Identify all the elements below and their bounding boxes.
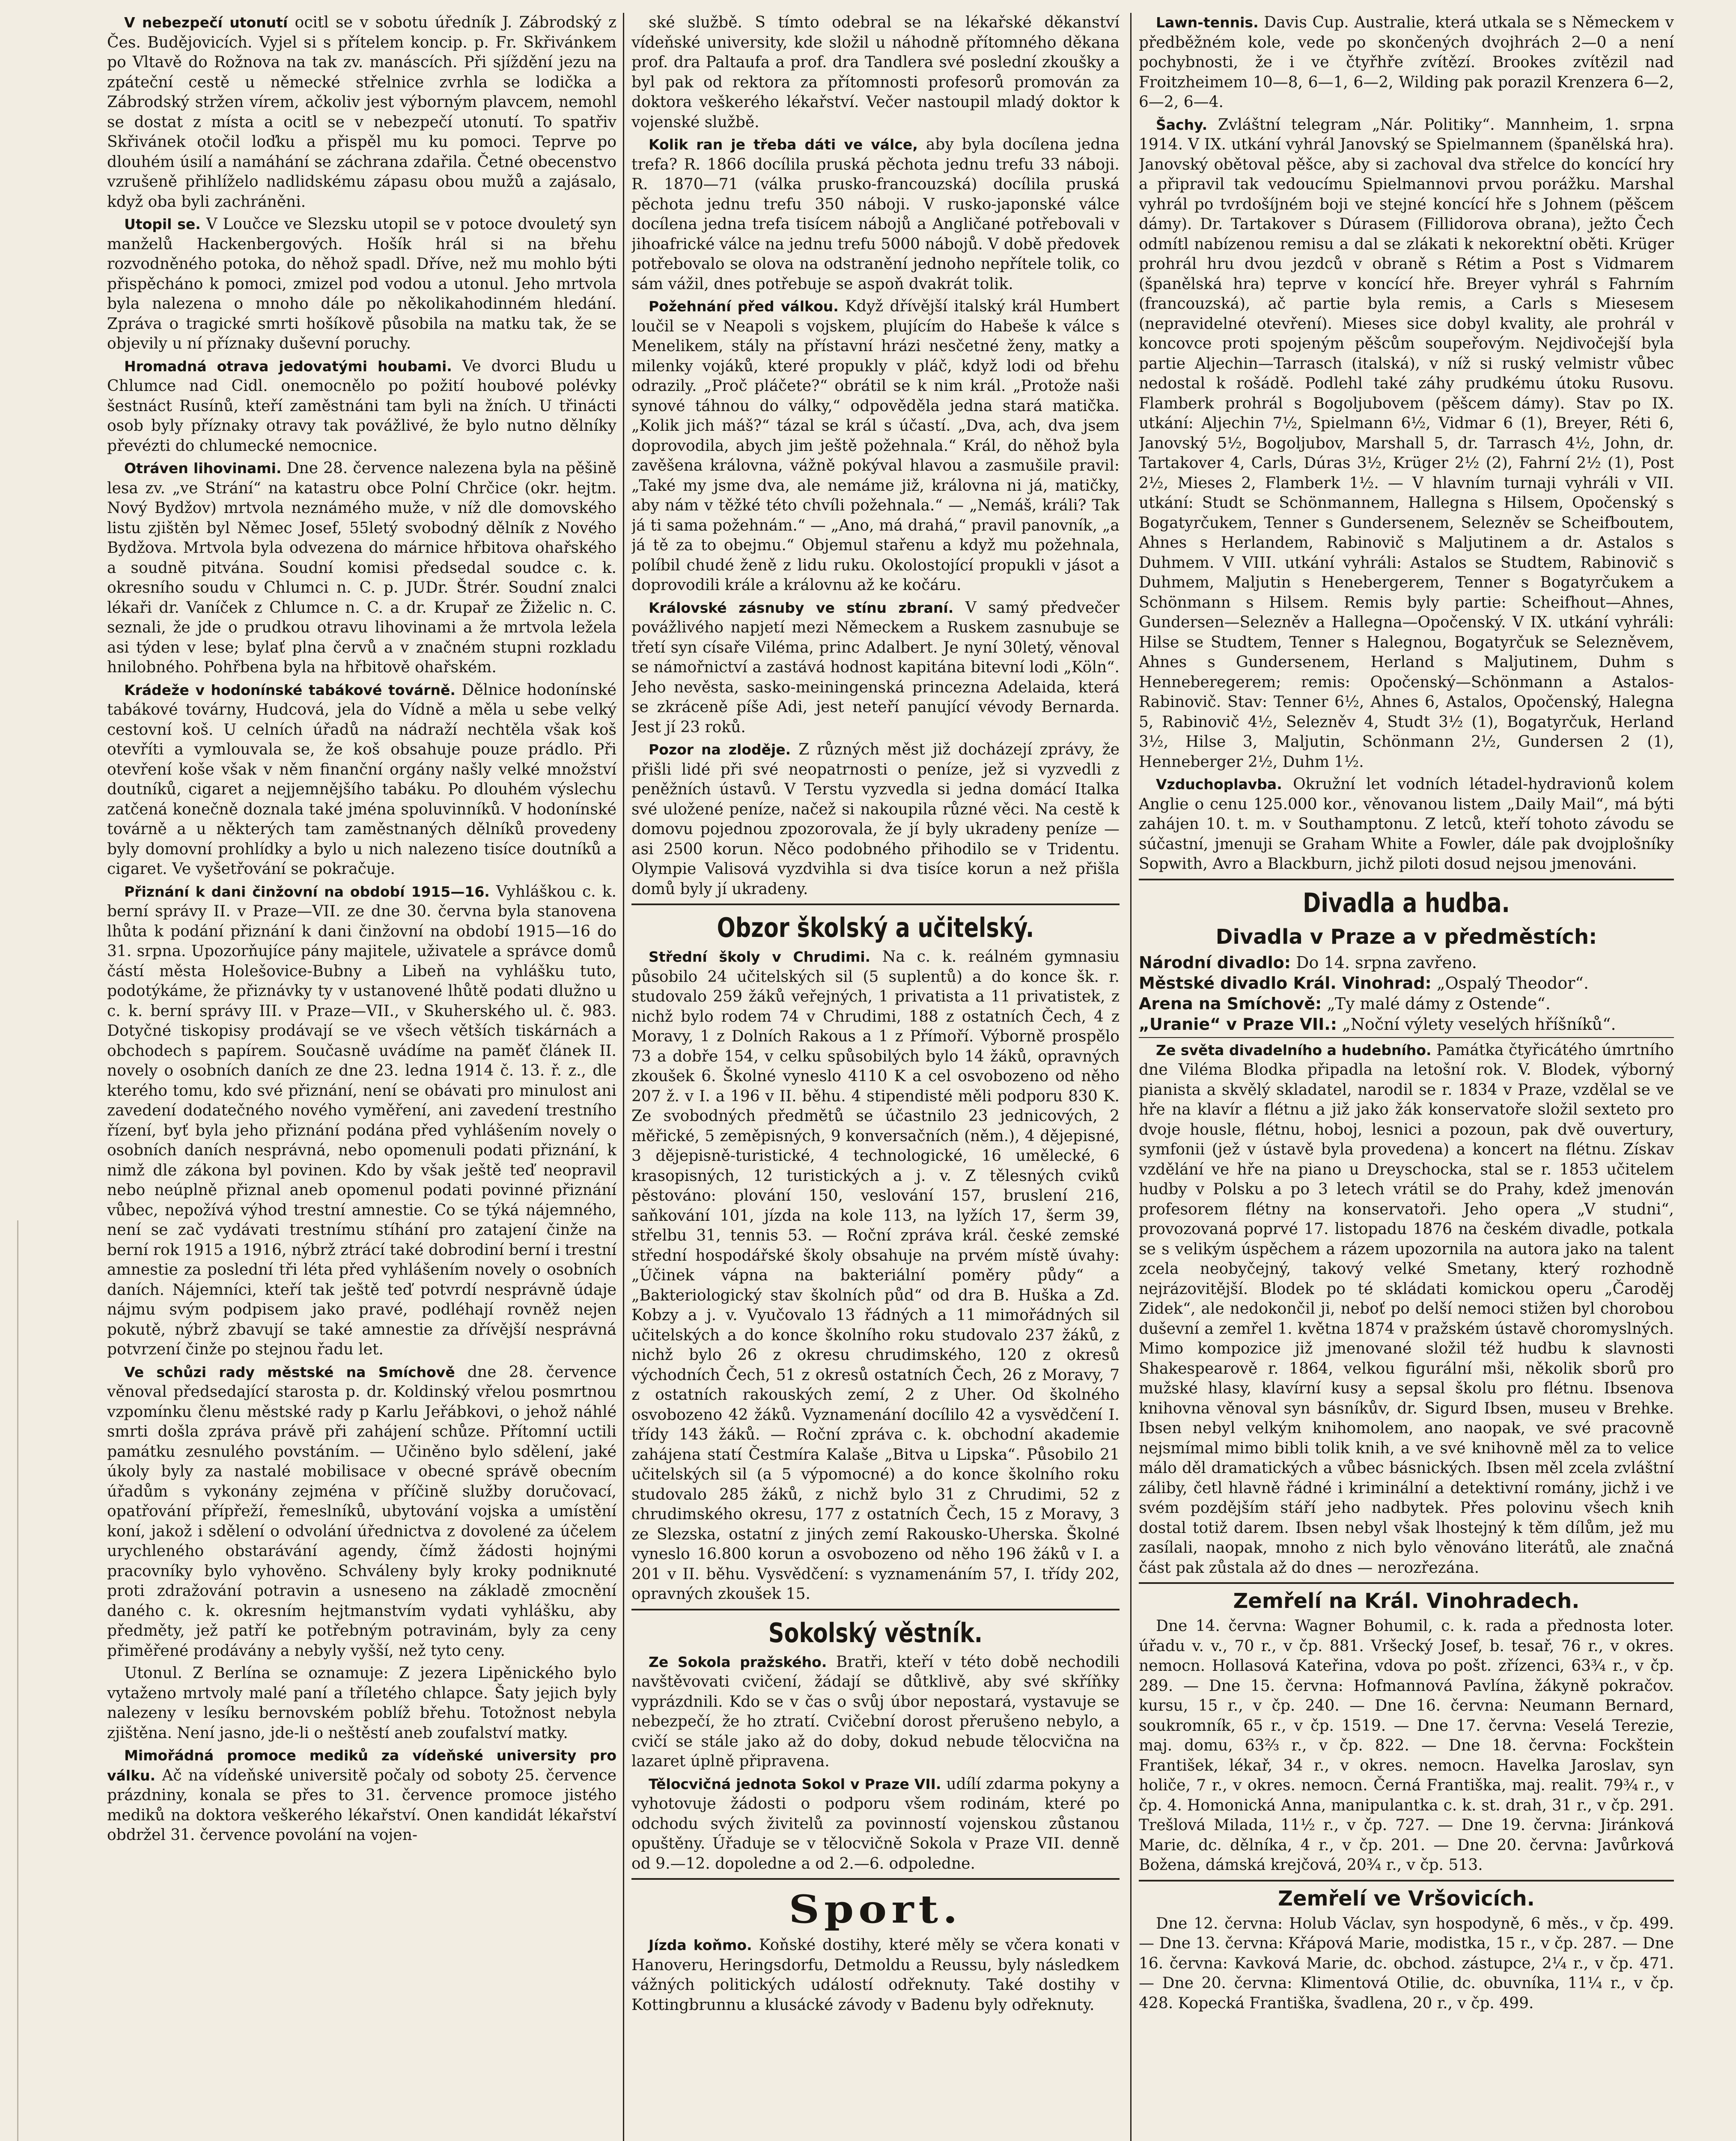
news-item-text: Koňské dostihy, které měly se včera konati v Hanoveru, Heringsdorfu, Detmoldu a Reussu, byly následkem vážných politických událostí odřeknuty. Také dostihy v Kottingbrunnu a klusácké závody v Badenu byly odřeknuty.	[631, 1936, 1120, 2014]
theatre-play: Do 14. srpna zavřeno.	[1296, 953, 1477, 972]
theatre-listings	[1139, 952, 1674, 1035]
news-item-head: Lawn-tennis.	[1156, 14, 1259, 31]
theatre-listing	[1139, 973, 1674, 993]
news-item-text: Dělnice hodonínské tabákové továrny, Hudcová, jela do Vídně a měla u sebe velký cestovní koš. U celních úřadů na nádraží nechtěla však koš otevříti a vymlouvala se, že koš obsahuje pouze prádlo. Při otevření koše však v něm finanční orgány našly velké množství doutníků, cigaret a nejjemnějšího tabáku. Po dlouhém výslechu zatčená konečně doznala také jména spoluvinníků. V hodonínské továrně a u některých tam zaměstnaných dělníků provedeny byly domovní prohlídky a bylo u nich nalezeno tisíce doutníků a cigaret. Ve vyšetřování se pokračuje.	[107, 681, 616, 878]
news-item-text: Z různých měst již docházejí zprávy, že přišli lidé při své neopatrnosti o peníze, jež si vyzvedli z peněžních ústavů. V Terstu vyzvedla si jedna domácí Italka své uložené peníze, načež si nakoupila různé věci. Na cestě k domovu pojednou zpozorovala, že jí byly ukradeny peníze — asi 2500 korun. Něco podobného přihodilo se v Tridentu. Olympie Valisová vyzdvihla si dva tisíce korun a než přišla domů byly jí ukradeny.	[631, 741, 1120, 898]
music-article-text: Památka čtyřicátého úmrtního dne Viléma Blodka připadla na letošní rok. V. Blodek, výborný pianista a skvělý skladatel, narodil se r. 1834 v Praze, vzdělal se ve hře na klavír a flétnu a již jako žák konservatoře složil sexteto pro dvoje housle, flétnu, hoboj, lesnici a pozoun, pak dvě ouvertury, symfonii (jež v ústavě byla provedena) a koncert na flétnu. Získav vzdělání ve hře na piano u Dreyschocka, stal se r. 1853 učitelem hudby v Polsku a po 3 letech vrátil se do Prahy, kdež jmenován profesorem flétny na konservatoři. Jeho opera „V studni“, provozovaná poprvé 17. listopadu 1876 na českém divadle, potkala se s velikým úspěchem a rázem upozornila na autora jako na talent zcela neobyčejný, takový velké Smetany, který rozhodně nejrázovitější. Blodek po té skládati komickou operu „Čaroděj Zidek“, ale nedokončil ji, neboť po delší nemoci stižen byl chorobou duševní a zemřel 1. května 1874 v pražském ústavě choromyslných. Mimo kompozice již jmenované složil též hudbu k slavnosti Shakespearově r. 1864, velkou figurální mši, několik sborů pro mužské hlasy, klavírní kusy a sepsal školu pro flétnu. Ibsenova knihovna věnoval syn básníkův, dr. Sigurd Ibsen, museu v Brehke. Ibsen nebyl velkým knihomolem, ano naopak, ve své pracovně nejsmímal mimo bibli tolik knih, a ve své knihovně měl za to velice málo děl dramatických a vůbec básnických. Ibsen měl zcela zvláštní záliby, četl hlavně řádné i kriminální a detektivní romány, jichž i ve svém pozdějším stáří jeho nadbytek. Přes polovinu všech knih dostal totiž darem. Ibsen nebyl však lhostejný k těm dílům, jež mu zasílali, naopak, mnoho z nich bylo věnováno literátů, ale značná část pak zůstala až do dnes — nerozřezána.	[1139, 1041, 1674, 1577]
sokol-section-title: Sokolský věstník.	[768, 1617, 983, 1649]
news-item-head: Utopil se.	[124, 216, 201, 233]
sport-section-items	[631, 1935, 1120, 2015]
section-rule	[1139, 1037, 1674, 1038]
news-item	[107, 882, 616, 1360]
theatre-play: „Ospalý Theodor“.	[1436, 973, 1589, 993]
news-item-head: Hromadná otrava jedovatými houbami.	[124, 358, 452, 375]
news-item-head: Přiznání k dani činžovní na období 1915—16.	[124, 883, 490, 900]
news-item	[631, 598, 1120, 738]
news-item-head: Jízda koňmo.	[649, 1937, 752, 1953]
news-item	[1139, 775, 1674, 874]
music-article-head: Ze světa divadelního a hudebního.	[1156, 1041, 1432, 1059]
news-item	[631, 135, 1120, 294]
news-item	[631, 740, 1120, 899]
news-item-text: Zvláštní telegram „Nár. Politiky“. Mannheim, 1. srpna 1914. V IX. utkání vyhrál Janovský se Spielmannem (španělská hra). Janovský obětoval pěšce, aby si zachoval dva střelce do koncící hry a připravil tak vedoucímu Spielmannovi prvou porážku. Marshal vyhrál po tvrdošíjném boji ve stejné koncící hře s Johnem (pěšcem dámy). Dr. Tartakover s Dúrasem (Fillidorova obrana), ježto Čech odmítl nabízenou remisu a dal se zlákati k nekorektní oběti. Krüger prohrál hru dvou jezdců v obraně s Rétim a Post s Vidmarem (španělská hra) teprve v koncící hře. Breyer vyhrál s Fahrním (francouzská), ač partie byla remis, a Carls s Miesesem (nepravidelné otevření). Mieses sice dobyl kvality, ale prohrál v koncovce proti spojeným pěšcům soupeřovým. Nejdivočejší byla partie Aljechin—Tarrasch (italská), v níž si ruský velmistr vůbec nedostal k rošádě. Podlehl také záhy prudkému útoku Rusovu. Flamberk prohrál s Bogoljubovem (pěšcem dámy). Stav po IX. utkání: Aljechin 7½, Spielmann 6½, Vidmar 6 (1), Breyer, Réti 6, Janovský 5½, Bogoljubov, Marshall 5, dr. Tarrasch 4½, John, dr. Tartakover 4, Carls, Dúras 3½, Krüger 2½ (2), Fahrní 2½ (1), Post 2½, Mieses 2, Flamberk 1½. — V hlavním turnaji vyhráli v VII. utkání: Studt se Schönmannem, Hallegna s Hilsem, Opočenský s Bogatyrčukem, Tenner s Gundersenem, Selezněv se Scheifboutem, Ahnes s Herlandem, Rabinovič s Maljutinem a dr. Astalos s Duhmem. V VIII. utkání vyhráli: Astalos se Studtem, Rabinovič s Duhmem, Maljutin s Henebergerem, Tenner s Bogatyrčukem a Schönmann s Hilsem. Remis byly partie: Scheifhout—Ahnes, Gundersen—Selezněv a Hallegna—Opočenský. V IX. utkání vyhráli: Hilse se Studtem, Tenner s Halegnou, Bogatyrčuk se Selezněvem, Ahnes s Gundersenem, Herland s Maljutinem, Duhm s Henneberegerem; remis: Opočenský—Schönmann a Astalos-Rabinovič. Stav: Tenner 6½, Ahnes 6, Astalos, Opočenský, Halegna 5, Rabinovič 4½, Selezněv 4, Studt 3½ (1), Bogatyrčuk, Herland 3½, Hilse 3, Maljutin, Schönmann 2½, Gundersen 2 (1), Henneberger 2½, Duhm 1½.	[1139, 116, 1674, 771]
news-item-text: Davis Cup. Australie, která utkala se s Německem v předběžném kole, vede po skončených dvojhrách 2—0 a není pochybnosti, že i ve čtyřhře zvítězí. Brookes zvítězil nad Froitzheimem 10—8, 6—1, 6—2, Wilding pak porazil Krenzera 6—2, 6—2, 6—4.	[1139, 14, 1674, 111]
sport-section-title: Sport.	[789, 1887, 962, 1932]
news-item-text: Okružní let vodních létadel-hydravionů kolem Anglie o cenu 125.000 kor., věnovanou listem „Daily Mail“, má býti zahájen 10. t. m. v Southamptonu. Z letců, kteří tohoto závodu se súčastní, jmenuji se Graham White a Fowler, dále pak dvojplošníky Sopwith, Avro a Blackburn, jichž piloti dosud nejsou jmenováni.	[1139, 775, 1674, 873]
school-section-title: Obzor školský a učitelský.	[717, 912, 1034, 943]
news-item	[107, 1664, 616, 1743]
theatre-venue: Arena na Smíchově:	[1139, 994, 1322, 1013]
news-item	[631, 947, 1120, 1604]
theatre-listing	[1139, 1014, 1674, 1035]
section-rule	[1139, 1582, 1674, 1584]
column-rule-1	[623, 13, 624, 2141]
theatre-listing	[1139, 952, 1674, 973]
column-rule-2	[1130, 13, 1132, 2141]
news-item-head: Kolik ran je třeba dáti ve válce,	[649, 136, 918, 153]
section-rule	[631, 904, 1120, 905]
section-rule	[1139, 1880, 1674, 1882]
column-3	[1139, 13, 1674, 2141]
news-item-text: aby byla docílena jedna trefa? R. 1866 docílila pruská pěchota jednu trefu 33 náboji. R. 1870—71 (válka prusko-francouzská) docílila pruská pěchota jednu trefu 350 náboji. V rusko-japonské válce docílena jedna trefa tisícem nábojů a Angličané potřebovali v jihoafrické válce na jednu trefu 5000 nábojů. V době předovek potřebovalo se olova na odstranění jednoho nepřítele tolik, co sám vážil, dnes potřebuje se aspoň dvakrát tolik.	[631, 136, 1120, 293]
news-item	[1139, 13, 1674, 113]
news-item-text: Když dřívější italský král Humbert loučil se v Neapoli s vojskem, plujícím do Habeše k válce s Menelikem, stály na přístavní hrázi nesčetné ženy, matky a milenky vojáků, které propukly v pláč, když lodi od břehu odrazily. „Proč pláčete?“ obrátil se k nim král. „Protože naši synové táhnou do války,“ odpověděla jedna stará matička. „Kolik jich máš?“ tázal se král s účastí. „Dva, ach, dva jsem doprovodila, abych jim ještě požehnala.“ Král, do něhož byla zavěšena královna, vážně pokýval hlavou a zasmušile pravil: „Také my jsme dva, ale nemáme již, královna ni já, matičky, aby nám v těžké této chvíli požehnala.“ — „Nemáš, králi? Tak já ti sama požehnám.“ — „Ano, má drahá,“ pravil panovník, „a já tě za to obejmu.“ Objemul stařenu a když mu požehnala, políbil chudé ženě z lidu ruku. Okolostojící propukli v jásot a doprovodili krále a královnu až ke kočáru.	[631, 298, 1120, 594]
music-article	[1139, 1041, 1674, 1578]
column-1	[107, 13, 616, 2141]
theatre-venue: Národní divadlo:	[1139, 953, 1291, 972]
school-section-items	[631, 947, 1120, 1604]
news-item	[107, 215, 616, 354]
news-item-head: V nebezpečí utonutí	[124, 14, 288, 31]
theatre-section-title: Divadla a hudba.	[1303, 887, 1510, 918]
news-item-head: Střední školy v Chrudimi.	[649, 948, 871, 965]
news-item	[107, 680, 616, 880]
sokol-section-items	[631, 1652, 1120, 1874]
column-2	[631, 13, 1120, 2141]
news-item-text: ocitl se v sobotu úředník J. Zábrodský z Čes. Budějovicích. Vyjel si s přítelem koncip. p. Fr. Skřivánkem po Vltavě do Rožnova na tak zv. manáscích. Při sjíždění jezu na zpáteční cestě u německé střelnice zvrhla se lodička a Zábrodský stržen vírem, ačkoliv jest výborným plavcem, nemohl se dostat z místa a ocitl se v nebezpečí utonutí. To spatřiv Skřivánek otočil loďku a přispěl mu ku pomoci. Teprve po dlouhém úsilí a namáhání se záchrana zdařila. Četné obecenstvo vzrušeně přihlíželo nadlidskému zápasu obou mužů a zajásalo, když oba byli zachráněni.	[107, 14, 616, 211]
news-item-head: Ve schůzi rady městské na Smíchově	[124, 1363, 455, 1381]
news-item-text: V Loučce ve Slezsku utopil se v potoce dvouletý syn manželů Hackenbergových. Hošík hrál si na břehu rozvodněného potoka, do něhož spadl. Dříve, než mu mohlo býti přispěcháno k pomoci, zmizel pod vodou a utonul. Jeho mrtvola byla nalezena o mnoho dále po několikahodinném hledání. Zpráva o tragické smrti hošíkově působila na matku tak, že se objevily u ní příznaky duševní poruchy.	[107, 215, 616, 352]
section-rule	[1139, 879, 1674, 880]
news-item-head: Mimořádná promoce mediků za vídeňské university pro válku.	[107, 1747, 616, 1784]
page-edge-fold	[17, 1220, 44, 2141]
deaths-vinohrady-title: Zemřelí na Král. Vinohradech.	[1233, 1589, 1580, 1613]
theatre-venue: Městské divadlo Král. Vinohrad:	[1139, 973, 1432, 993]
theatre-play: „Noční výlety veselých hříšníků“.	[1342, 1014, 1616, 1034]
news-item-head: Šachy.	[1156, 116, 1208, 133]
news-item-text: V samý předvečer povážlivého napjetí mezi Německem a Ruskem zasnubuje se třetí syn císaře Viléma, princ Adalbert. Je nyní 30letý, věnoval se námořnictví a zastává hodnost kapitána bitevní lodi „Köln“. Jeho nevěsta, sasko-meiningenská princezna Adelaida, která se zkráceně píše Adi, jest neteří panující vévody Bernarda. Jest jí 23 roků.	[631, 599, 1120, 736]
news-item-head: Královské zásnuby ve stínu zbraní.	[649, 599, 954, 616]
news-item-text: Utonul. Z Berlína se oznamuje: Z jezera Lipěnického bylo vytaženo mrtvoly malé paní a tříletého chlapce. Šaty jejich byly nalezeny v lesíku bernovském poblíž břehu. Totožnost nebyla zjištěna. Není jasno, jde-li o neštěstí aneb zoufalství matky.	[107, 1664, 616, 1742]
section-rule	[631, 1878, 1120, 1880]
news-item-text: Bratři, kteří v této době nechodili navštěvovati cvičení, žádají se důtklivě, aby své skříňky vyprázdnili. Kdo se v čas o svůj úbor nepostará, vystavuje se nebezpečí, že ho ztratí. Cvičební dorost přerušeno nebylo, a cvičí se stále jako až do doby, dokud nebude tělocvična na lazaret úplně připravena.	[631, 1653, 1120, 1770]
news-item	[631, 297, 1120, 596]
news-item-text: Ač na vídeňské universitě počaly od soboty 25. července prázdniny, konala se přes to 31. července promoce jistého mediků na doktora veškerého lékařství. Onen kandidát lékařství obdržel 31. července povolání na vojen-	[107, 1766, 616, 1844]
news-item	[107, 357, 616, 456]
theatre-subtitle: Divadla v Praze a v předměstích:	[1215, 924, 1597, 949]
news-item	[631, 1935, 1120, 2015]
theatre-venue: „Uranie“ v Praze VII.:	[1139, 1014, 1337, 1034]
news-item-text: Na c. k. reálném gymnasiu působilo 24 učitelských sil (5 suplentů) a do konce šk. r. studovalo 259 žáků veřejných, 1 privatista a 11 privatistek, z nichž bylo rodem 74 v Chrudimi, 188 z ostatních Čech, 4 z Moravy, 1 z Dolních Rakous a 1 z Přímoří. Výborně prospělo 73 a dobře 154, v celku spůsobilých bylo 14 žáků, opravných zkoušek 6. Školné vyneslo 4110 K a cel osvobozeno od něho 207 ž. v I. a 196 v II. běhu. 4 stipendisté měli podporu 830 K. Ze svobodných předmětů se účastnilo 23 jednicových, 2 měřické, 5 zeměpisných, 9 konversačních (něm.), 4 dějepisné, 3 dějepisně-turistické, 4 technologické, 16 umělecké, 6 krasopisných, 12 turistických a j. v. Z tělesných cviků pěstováno: plování 150, veslování 157, bruslení 216, saňkování 101, jízda na kole 113, na lyžích 17, šerm 39, střelbu 31, tennis 53. — Roční zpráva král. české zemské střední hospodářské školy obsahuje na prvém místě úvahy: „Účinek vápna na bakteriální poměry půdy“ a „Bakteriologický stav školních půd“ od dra B. Huška a Zd. Kobzy a j. v. Vyučovalo 13 řádných a 11 mimořádných sil učitelských a do konce školního roku studovalo 237 žáků, z nichž bylo 26 z okresu chrudimského, 120 z okresů východních Čech, 51 z okresů ostatních Čech, 26 z Moravy, 7 z ostatních rakouských zemí, 2 z Uher. Od školného osvobozeno 42 žáků. Vyznamenání docílilo 42 a vysvědčení I. třídy 143 žáků. — Roční zpráva c. k. obchodní akademie zahájena statí Čestmíra Kalaše „Bitva u Lipska“. Působilo 21 učitelských sil (a 5 výpomocné) a do konce školního roku studovalo 285 žáků, z nichž bylo 31 z Chrudimi, 52 z chrudimského okresu, 177 z ostatních Čech, 15 z Moravy, 3 ze Slezska, ostatní z jiných zemí Rakousko-Uherska. Školné vyneslo 16.800 korun a osvobozeno od něho 196 žáků v I. a 201 v II. běhu. Vysvědčení: s vyznamenáním 57, I. třídy 202, opravných zkoušek 15.	[631, 948, 1120, 1603]
deaths-vinohrady-text: Dne 14. června: Wagner Bohumil, c. k. rada a přednosta loter. úřadu v. v., 70 r., v čp. 881. Vršecký Josef, b. tesař, 76 r., v okres. nemocn. Hollasová Kateřina, vdova po pošt. zřízenci, 63¾ r., v čp. 289. — Dne 15. června: Hofmannová Pavlína, žákyně pokračov. kursu, 15 r., v čp. 240. — Dne 16. června: Neumann Bernard, soukromník, 65 r., v čp. 1519. — Dne 17. června: Veselá Terezie, maj. domu, 63⅔ r., v čp. 822. — Dne 18. června: Fockštein František, lékař, 34 r., v okres. nemocn. Havelka Jaroslav, syn holiče, 7 r., v okres. nemocn. Černá Františka, maj. realit. 79¾ r., v čp. 4. Homonická Anna, manipulantka c. k. st. drah, 31 r., v čp. 291. Trešlová Milada, 11½ r., v čp. 727. — Dne 19. června: Jiránková Marie, dc. dělníka, 4 r., v čp. 201. — Dne 20. června: Javůrková Božena, dámská krejčová, 20¾ r., v čp. 513.	[1139, 1617, 1674, 1874]
news-item	[631, 1652, 1120, 1772]
news-item	[107, 1363, 616, 1661]
theatre-play: „Ty malé dámy z Ostende“.	[1327, 994, 1551, 1013]
section-rule	[631, 1609, 1120, 1610]
news-item-head: Pozor na zloděje.	[649, 741, 791, 758]
news-item-text: dne 28. července věnoval předsedající starosta p. dr. Koldinský vřelou posmrtnou vzpomínku členu městské rady p Karlu Jeřábkovi, o jehož náhlé smrti došla zpráva právě při zahájení schůze. Přítomní uctili památku zesnulého povstáním. — Učiněno bylo sdělení, jaké úkoly byly za nastalé mobilisace v obecné správě obecním úřadům s vykonány zejména v příčině služby doručovací, opatřování přípřeží, řemeslníků, ubytování vojska a umístění koní, jakož i sdělení o odvolání úřednictva z dovolené za účelem urychleného obstarávání agendy, čímž žádosti hojnými pracovníky bylo vyhověno. Schváleny byly kroky podniknuté proti zdražování potravin a usneseno na základě zmocnění daného c. k. okresním hejtmanstvím vydati vyhlášku, aby předměty, jež patří ke potřebným potravinám, byly za ceny přiměřené prodávány a nebyly vyšší, než tyto ceny.	[107, 1363, 616, 1660]
news-item-head: Krádeže v hodonínské tabákové továrně.	[124, 681, 456, 698]
news-item	[1139, 115, 1674, 772]
news-item	[107, 459, 616, 678]
news-item-text: Ve dvorci Bludu u Chlumce nad Cidl. onemocnělo po požití houbové polévky šestnáct Rusínů, kteří zaměstnáni tam byli na žních. U třinácti osob byly příznaky otravy tak povážlivé, že bylo nutno dělníky převézti do chlumecké nemocnice.	[107, 357, 616, 455]
news-item-text: Dne 28. července nalezena byla na pěšině lesa zv. „ve Strání“ na katastru obce Polní Chrčice (okr. hejtm. Nový Bydžov) mrtvola neznámého muže, v níž dle domovského listu zjištěn byl Němec Josef, 55letý svobodný dělník z Nového Bydžova. Mrtvola byla odvezena do márnice hřbitova ohařského a soudně pitvána. Soudní komisi předsedal soudce c. k. okresního soudu v Chlumci n. C. p. JUDr. Štrér. Soudní znalci lékaři dr. Vaníček z Chlumce n. C. a dr. Krupař ze Žiželic n. C. seznali, že jde o prudkou otravu lihovinami a že mrtvola ležela asi týden v lese; bylať plna červů a v značném stupni rozkladu hnilobného. Pohřbena byla na hřbitově ohařském.	[107, 459, 616, 676]
news-item	[631, 1774, 1120, 1874]
deaths-vrsovice-title: Zemřelí ve Vršovicích.	[1278, 1886, 1535, 1911]
news-item-text: udílí zdarma pokyny a vyhotovuje žádosti o podporu všem rodinám, které po odchodu svých živitelů za povinností vojenskou zůstanou opuštěny. Úřaduje se v tělocvičně Sokola v Praze VII. denně od 9.—12. dopoledne a od 2.—6. odpoledne.	[631, 1775, 1120, 1873]
column-2-news	[631, 13, 1120, 899]
news-item-head: Vzduchoplavba.	[1156, 776, 1282, 793]
news-item	[631, 13, 1120, 132]
deaths-vrsovice-text: Dne 12. června: Holub Václav, syn hospodyně, 6 měs., v čp. 499. — Dne 13. června: Křápová Marie, modistka, 15 r., v čp. 287. — Dne 16. června: Kavková Marie, dc. obchod. zástupce, 2¼ r., v čp. 471. — Dne 20. června: Klimentová Otilie, dc. obuvníka, 11¼ r., v čp. 428. Kopecká Františka, švadlena, 20 r., v čp. 499.	[1139, 1914, 1674, 2012]
news-item-text: Vyhláškou c. k. berní správy II. v Praze—VII. ze dne 30. června byla stanovena lhůta k podání přiznání k dani činžovní na období 1915—16 do 31. srpna. Upozorňujíce pány majitele, uživatele a správce domů částí města Holešovice-Bubny a Libeň na vyhlášku tuto, podotýkáme, že přiznávky ty v ustanovené lhůtě podati dlužno u c. k. berní správy III. v Praze—VII., v Skuherského ul. č. 983. Dotyčné tiskopisy prodávají se ve všech větších tiskárnách a obchodech s papírem. Současně uvádíme na paměť článek II. novely o osobních daních ze dne 23. ledna 1914 č. 13. ř. z., dle kterého tomu, kdo své přiznání, není se obávati pro minulost ani zavedení dodatečného nového vyměření, ani zavedení trestního řízení, byť byla jeho přiznání podána před vyhlášením novely o osobních daních nesprávná, nebo opomenuli podati přiznání, k nimž dle zákona byl povinen. Kdo by však ještě teď neopravil nebo neúplně přiznal aneb opomenul podati povinné přiznání vůbec, nepožívá výhod trestní amnestie. Co se týká nájemného, není se zač vydávati trestnímu stíhání pro zatajení činže na berní rok 1915 a 1916, nýbrž ztrácí také dobrodiní berní i trestní amnestie za poslední tři léta před vyhlášením novely o osobních daních. Nájemníci, kteří tak ještě teď potvrdí nesprávně údaje nájmu svým podpisem jako pravé, podléhají rovněž nejen pokutě, nýbrž zbavují se také amnestie za dřívější nesprávná potvrzení činže po stejnou řadu let.	[107, 883, 616, 1358]
column-3-news	[1139, 13, 1674, 874]
news-item-head: Ze Sokola pražského.	[649, 1653, 827, 1670]
news-item-head: Tělocvičná jednota Sokol v Praze VII.	[649, 1775, 941, 1792]
news-item-text: ské službě. S tímto odebral se na lékařské děkanství vídeňské university, kde složil u náhodně přítomného děkana prof. dra Paltaufa a prof. dra Tandlera své poslední zkoušky a byl pak od rektora za přítomnosti profesorů promován za doktora veškerého lékařství. Večer nastoupil mladý doktor k vojenské službě.	[631, 14, 1120, 131]
news-item	[107, 13, 616, 212]
news-item-head: Otráven lihovinami.	[124, 460, 282, 477]
news-item	[107, 1746, 616, 1846]
news-item-head: Požehnání před válkou.	[649, 298, 839, 315]
theatre-listing	[1139, 993, 1674, 1014]
